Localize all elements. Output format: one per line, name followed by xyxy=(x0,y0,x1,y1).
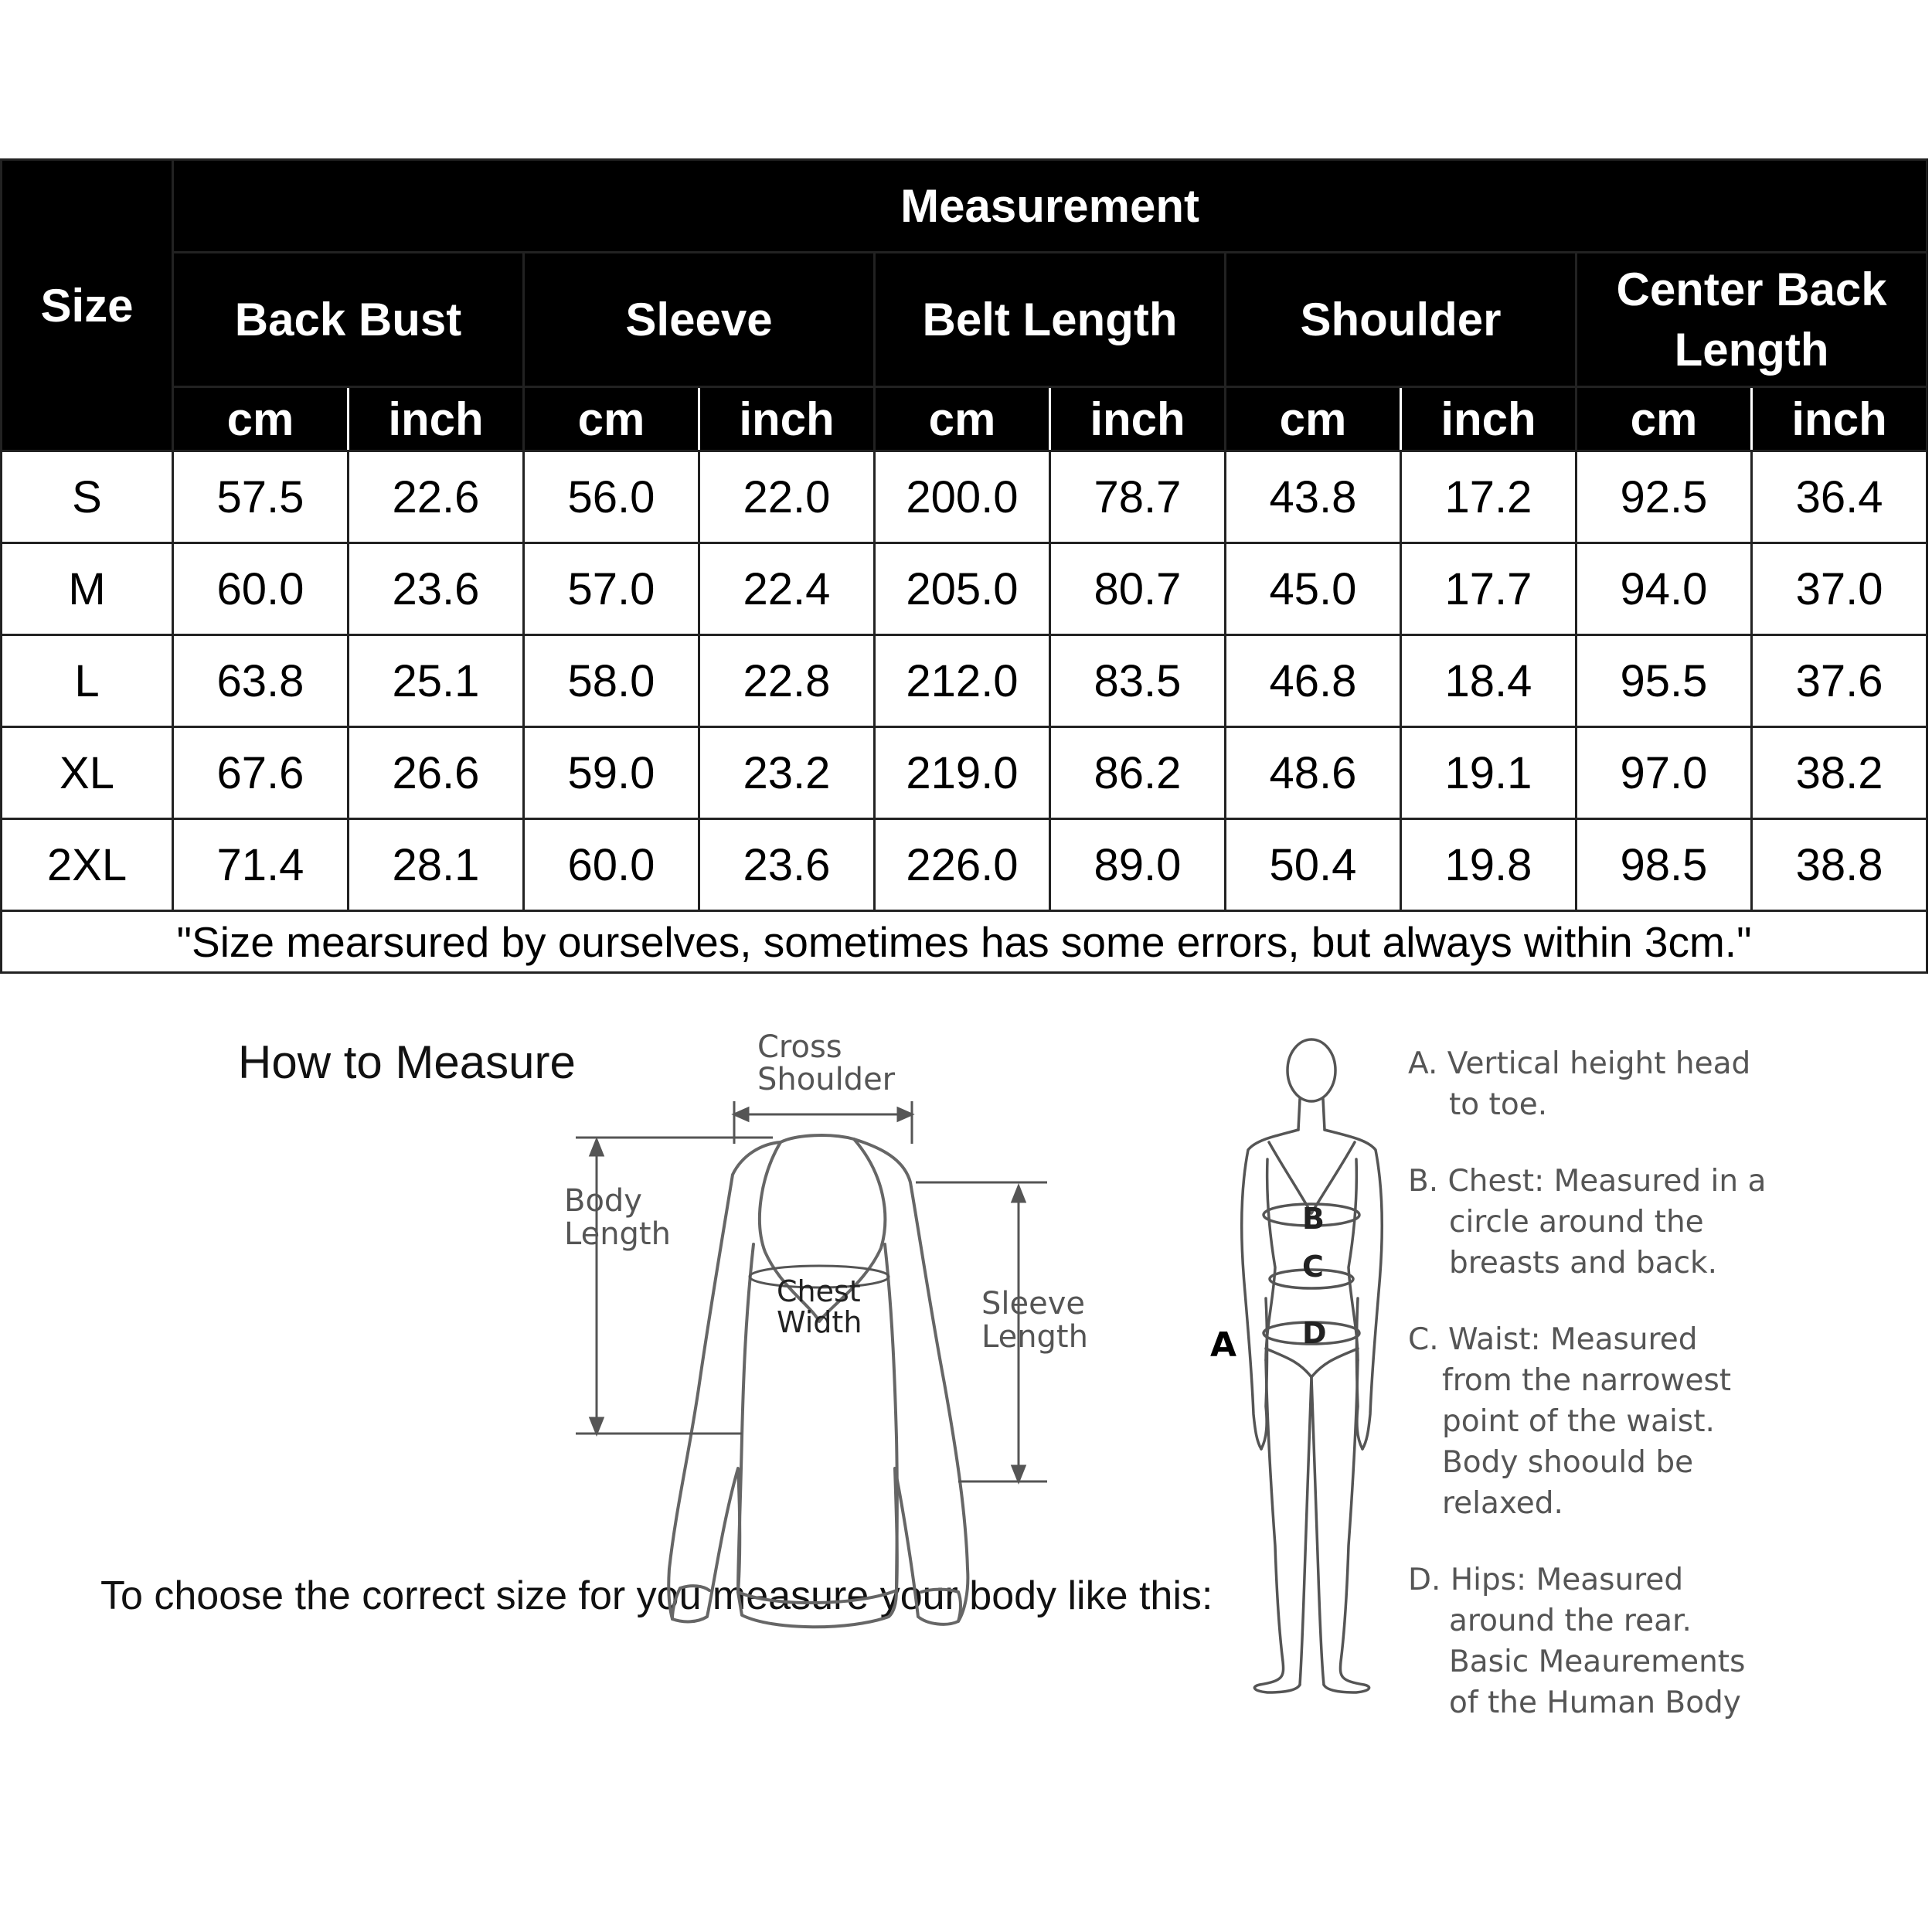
cross-shoulder-label: Cross xyxy=(757,1029,842,1065)
waist-marker-c: C xyxy=(1302,1250,1324,1284)
unit-header: cm xyxy=(1577,387,1752,451)
group-header-sleeve: Sleeve xyxy=(524,253,875,387)
value-cell: 71.4 xyxy=(173,819,349,911)
hips-marker-d: D xyxy=(1302,1316,1327,1350)
value-cell: 56.0 xyxy=(524,451,699,543)
value-cell: 17.2 xyxy=(1401,451,1577,543)
measure-instruction: To choose the correct size for you measure your body like this: xyxy=(100,1573,1213,1618)
group-header-back-bust: Back Bust xyxy=(173,253,524,387)
size-cell: XL xyxy=(2,727,173,819)
body-length-label: Length xyxy=(564,1216,671,1252)
value-cell: 86.2 xyxy=(1050,727,1226,819)
height-marker-a: A xyxy=(1210,1325,1237,1365)
value-cell: 28.1 xyxy=(349,819,524,911)
size-cell: M xyxy=(2,543,173,635)
unit-header: inch xyxy=(1752,387,1927,451)
chest-width-label: Chest xyxy=(777,1274,861,1308)
value-cell: 219.0 xyxy=(875,727,1050,819)
unit-header: cm xyxy=(173,387,349,451)
value-cell: 17.7 xyxy=(1401,543,1577,635)
value-cell: 205.0 xyxy=(875,543,1050,635)
value-cell: 23.6 xyxy=(349,543,524,635)
sleeve-length-label: Sleeve xyxy=(981,1286,1086,1321)
value-cell: 57.5 xyxy=(173,451,349,543)
chest-width-label: Width xyxy=(777,1305,862,1339)
size-cell: S xyxy=(2,451,173,543)
value-cell: 92.5 xyxy=(1577,451,1752,543)
value-cell: 22.0 xyxy=(699,451,875,543)
unit-header: inch xyxy=(1401,387,1577,451)
value-cell: 25.1 xyxy=(349,635,524,727)
value-cell: 22.4 xyxy=(699,543,875,635)
sleeve-length-label: Length xyxy=(981,1319,1088,1355)
size-cell: 2XL xyxy=(2,819,173,911)
value-cell: 37.6 xyxy=(1752,635,1927,727)
note-hips: D. Hips: Measured around the rear. Basic Meaurements of the Human Body xyxy=(1408,1563,1746,1720)
value-cell: 60.0 xyxy=(524,819,699,911)
value-cell: 22.6 xyxy=(349,451,524,543)
value-cell: 43.8 xyxy=(1226,451,1401,543)
value-cell: 18.4 xyxy=(1401,635,1577,727)
chest-marker-b: B xyxy=(1302,1202,1325,1236)
unit-header: cm xyxy=(875,387,1050,451)
note-waist: C. Waist: Measured from the narrowest point of the waist. Body shoould be relaxed. xyxy=(1408,1322,1732,1521)
cross-shoulder-label: Shoulder xyxy=(757,1062,896,1097)
value-cell: 60.0 xyxy=(173,543,349,635)
body-figure xyxy=(1242,1039,1383,1692)
value-cell: 37.0 xyxy=(1752,543,1927,635)
value-cell: 98.5 xyxy=(1577,819,1752,911)
value-cell: 19.8 xyxy=(1401,819,1577,911)
group-header-center-back-length: Center Back Length xyxy=(1577,253,1927,387)
value-cell: 46.8 xyxy=(1226,635,1401,727)
value-cell: 94.0 xyxy=(1577,543,1752,635)
value-cell: 48.6 xyxy=(1226,727,1401,819)
measurement-header: Measurement xyxy=(173,160,1927,253)
value-cell: 63.8 xyxy=(173,635,349,727)
value-cell: 45.0 xyxy=(1226,543,1401,635)
note-height: A. Vertical height head to toe. xyxy=(1408,1046,1751,1122)
value-cell: 26.6 xyxy=(349,727,524,819)
how-to-measure-title: How to Measure xyxy=(238,1036,576,1088)
group-header-belt-length: Belt Length xyxy=(875,253,1226,387)
group-header-shoulder: Shoulder xyxy=(1226,253,1577,387)
value-cell: 23.2 xyxy=(699,727,875,819)
size-cell: L xyxy=(2,635,173,727)
value-cell: 80.7 xyxy=(1050,543,1226,635)
value-cell: 23.6 xyxy=(699,819,875,911)
value-cell: 97.0 xyxy=(1577,727,1752,819)
value-cell: 58.0 xyxy=(524,635,699,727)
value-cell: 83.5 xyxy=(1050,635,1226,727)
value-cell: 22.8 xyxy=(699,635,875,727)
body-length-label: Body xyxy=(564,1183,642,1219)
unit-header: inch xyxy=(349,387,524,451)
unit-header: inch xyxy=(699,387,875,451)
value-cell: 38.8 xyxy=(1752,819,1927,911)
value-cell: 59.0 xyxy=(524,727,699,819)
value-cell: 19.1 xyxy=(1401,727,1577,819)
value-cell: 57.0 xyxy=(524,543,699,635)
note-chest: B. Chest: Measured in a circle around the breasts and back. xyxy=(1408,1164,1767,1281)
unit-header: cm xyxy=(524,387,699,451)
value-cell: 67.6 xyxy=(173,727,349,819)
value-cell: 212.0 xyxy=(875,635,1050,727)
value-cell: 200.0 xyxy=(875,451,1050,543)
unit-header: inch xyxy=(1050,387,1226,451)
sweater-illustration xyxy=(668,1135,968,1627)
value-cell: 38.2 xyxy=(1752,727,1927,819)
value-cell: 36.4 xyxy=(1752,451,1927,543)
unit-header: cm xyxy=(1226,387,1401,451)
size-header: Size xyxy=(2,160,173,451)
value-cell: 226.0 xyxy=(875,819,1050,911)
value-cell: 50.4 xyxy=(1226,819,1401,911)
measurement-note: "Size mearsured by ourselves, sometimes has some errors, but always within 3cm." xyxy=(2,911,1927,973)
measurement-notes xyxy=(1408,1043,1779,1759)
value-cell: 78.7 xyxy=(1050,451,1226,543)
value-cell: 89.0 xyxy=(1050,819,1226,911)
value-cell: 95.5 xyxy=(1577,635,1752,727)
